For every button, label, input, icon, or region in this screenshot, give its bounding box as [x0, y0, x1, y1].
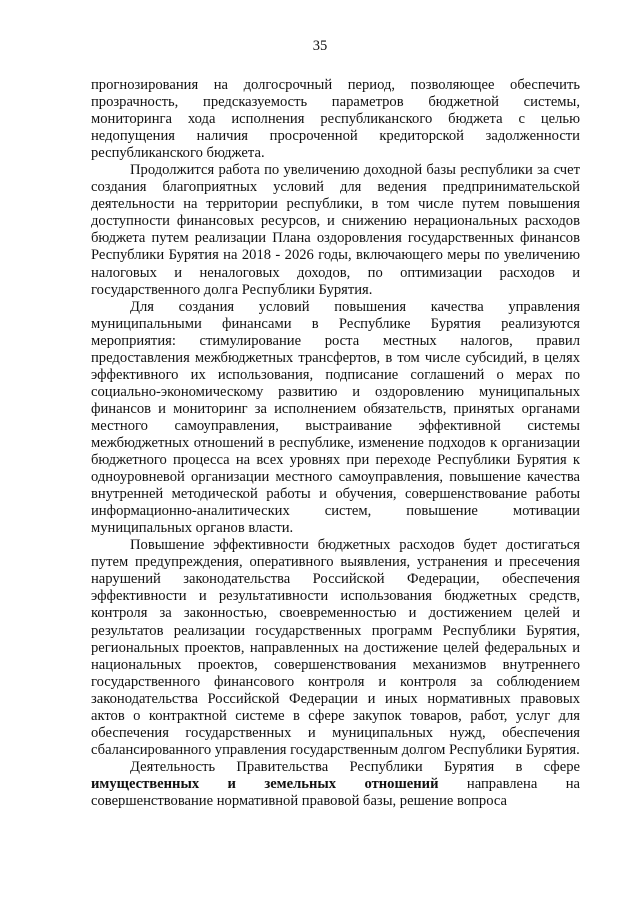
paragraph-1: прогнозирования на долгосрочный период, позволяющее обеспечить прозрачность, предсказуемость параметров бюджетной системы, мониторинга хода исполнения республиканского бюджета с целью недопущения наличия просроченной кредиторской задолженности республиканского бюджета.: [91, 77, 580, 162]
paragraph-4: Повышение эффективности бюджетных расходов будет достигаться путем предупреждения, оперативного выявления, устранения и пресечения нарушений законодательства Российской Федерации, обеспечения эффективности и результативности использования бюджетных средств, контроля за законностью, своевременностью и достижением целей и результатов реализации государственных программ Республики Бурятия, региональных проектов, направленных на достижение целей федеральных и национальных проектов, совершенствования механизмов внутреннего государственного финансового контроля и контроля за соблюдением законодательства Российской Федерации и иных нормативных правовых актов о контрактной системе в сфере закупок товаров, работ, услуг для обеспечения государственных и муниципальных нужд, обеспечения сбалансированного управления государственным долгом Республики Бурятия.: [91, 537, 580, 758]
page-number: 35: [312, 38, 328, 54]
paragraph-5-lead: Деятельность Правительства Республики Бурятия в сфере: [130, 758, 580, 775]
paragraph-2: Продолжится работа по увеличению доходной базы республики за счет создания благоприятных условий для ведения предпринимательской деятельности на территории республики, в том числе путем повышения доступности финансовых ресурсов, и снижению нерациональных расходов бюджета путем реализации Плана оздоровления государственных финансов Республики Бурятия на 2018 - 2026 годы, включающего меры по увеличению налоговых и неналоговых доходов, по оптимизации расходов и государственного долга Республики Бурятия.: [91, 162, 580, 298]
paragraph-5-tail: направлена на совершенствование нормативной правовой базы, решение вопроса: [91, 775, 580, 809]
paragraph-3: Для создания условий повышения качества управления муниципальными финансами в Республике Бурятия реализуются мероприятия: стимулирование роста местных налогов, правил предоставления межбюджетных трансфертов, в том числе субсидий, в целях эффективного их использования, подписание соглашений о мерах по социально-экономическому развитию и оздоровлению муниципальных финансов и мониторинг за исполнением обязательств, принятых органами местного самоуправления, выстраивание эффективной системы межбюджетных отношений в республике, изменение подходов к организации бюджетного процесса на всех уровнях при переходе Республики Бурятия к одноуровневой организации местного самоуправления, повышение качества внутренней методической работы и обучения, совершенствование работы информационно-аналитических систем, повышение мотивации муниципальных органов власти.: [91, 298, 580, 537]
paragraph-5: [91, 759, 580, 810]
document-body: [91, 77, 580, 810]
paragraph-5-emphasis: имущественных и земельных отношений: [91, 775, 439, 792]
